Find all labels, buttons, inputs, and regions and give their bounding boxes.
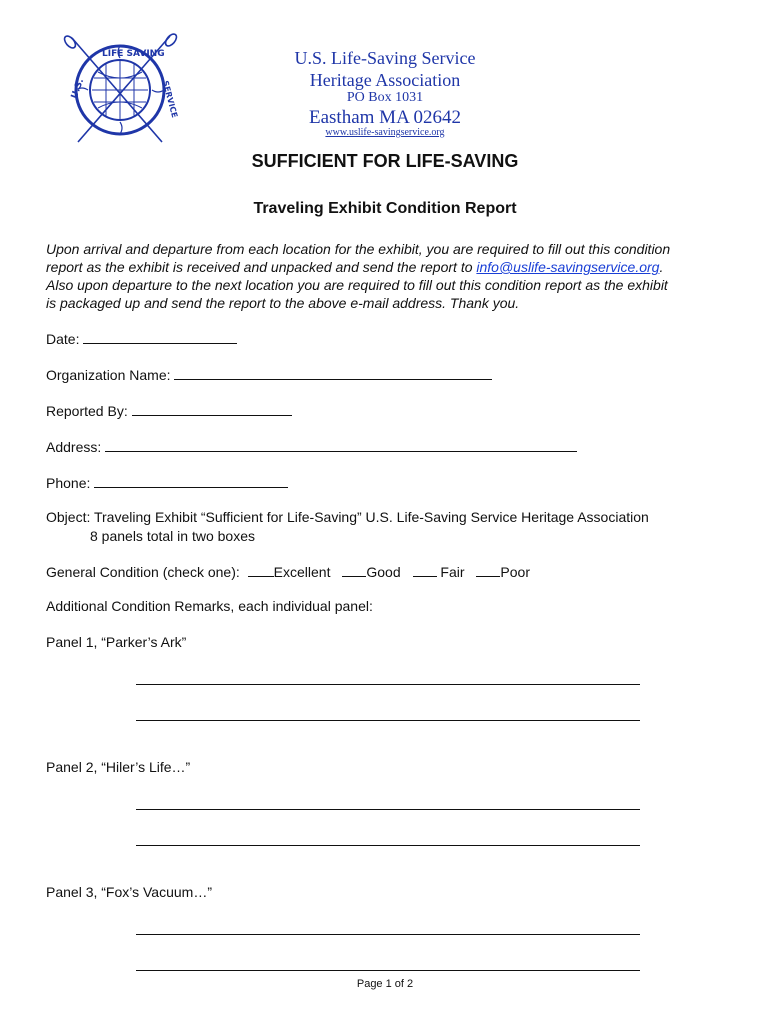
address-blank[interactable] bbox=[105, 438, 577, 452]
phone-field bbox=[46, 474, 288, 491]
option-excellent: Excellent bbox=[273, 564, 331, 580]
emblem-left-text: U.S. bbox=[69, 77, 87, 101]
panel-3-remark-line[interactable] bbox=[136, 934, 640, 935]
emblem-right-text: SERVICE bbox=[160, 79, 180, 119]
object-detail-line: 8 panels total in two boxes bbox=[90, 528, 255, 544]
intro-line: is packaged up and send the report to the above e-mail address. Thank you. bbox=[46, 295, 520, 311]
reported-by-field bbox=[46, 402, 292, 419]
org-subtitle: Heritage Association bbox=[309, 70, 461, 90]
panel-2-label: Panel 2, “Hiler’s Life…” bbox=[46, 759, 191, 775]
panel-1-remark-line[interactable] bbox=[136, 720, 640, 721]
panel-3-remark-line[interactable] bbox=[136, 970, 640, 971]
organization-label: Organization Name: bbox=[46, 367, 171, 383]
intro-line: Upon arrival and departure from each location for the exhibit, you are required to fill out this condition bbox=[46, 241, 671, 257]
fair-checkbox[interactable] bbox=[413, 563, 437, 577]
option-good: Good bbox=[366, 564, 401, 580]
panel-1-remark-line[interactable] bbox=[136, 684, 640, 685]
emblem-top-text: LIFE SAVING bbox=[102, 49, 165, 59]
object-line: Object: Traveling Exhibit “Sufficient for Life-Saving” U.S. Life-Saving Service Heritage Association bbox=[46, 509, 649, 525]
panel-1-label: Panel 1, “Parker’s Ark” bbox=[46, 634, 187, 650]
panel-3-label: Panel 3, “Fox’s Vacuum…” bbox=[46, 884, 212, 900]
intro-paragraph bbox=[46, 240, 736, 312]
excellent-checkbox[interactable] bbox=[248, 563, 274, 577]
reported-by-label: Reported By: bbox=[46, 403, 128, 419]
date-label: Date: bbox=[46, 331, 80, 347]
remarks-label: Additional Condition Remarks, each individual panel: bbox=[46, 598, 373, 614]
org-city: Eastham MA 02642 bbox=[309, 107, 461, 128]
address-label: Address: bbox=[46, 439, 102, 455]
general-condition-row bbox=[46, 563, 530, 580]
intro-text: report as the exhibit is received and unpacked and send the report to bbox=[46, 259, 477, 275]
poor-checkbox[interactable] bbox=[476, 563, 500, 577]
good-checkbox[interactable] bbox=[342, 563, 366, 577]
intro-line: Also upon departure to the next location you are required to fill out this condition report as the exhibit bbox=[46, 277, 668, 293]
organization-blank[interactable] bbox=[174, 366, 492, 380]
life-saving-service-emblem-icon bbox=[58, 32, 182, 148]
org-website-link[interactable]: www.uslife-savingservice.org bbox=[325, 127, 445, 138]
option-fair: Fair bbox=[440, 564, 465, 580]
page-subtitle: Traveling Exhibit Condition Report bbox=[253, 200, 517, 217]
email-link[interactable]: info@uslife-savingservice.org bbox=[476, 259, 660, 275]
date-field bbox=[46, 330, 237, 347]
reported-by-blank[interactable] bbox=[132, 402, 292, 416]
general-condition-label: General Condition (check one): bbox=[46, 564, 240, 580]
intro-line bbox=[46, 258, 736, 276]
organization-field bbox=[46, 366, 492, 383]
phone-label: Phone: bbox=[46, 475, 91, 491]
page-title: SUFFICIENT FOR LIFE-SAVING bbox=[251, 151, 519, 171]
address-field bbox=[46, 438, 577, 455]
panel-2-remark-line[interactable] bbox=[136, 809, 640, 810]
phone-blank[interactable] bbox=[94, 474, 288, 488]
org-name: U.S. Life-Saving Service bbox=[294, 48, 476, 68]
intro-text: . bbox=[659, 259, 664, 275]
panel-2-remark-line[interactable] bbox=[136, 845, 640, 846]
page-number: Page 1 of 2 bbox=[356, 978, 414, 990]
date-blank[interactable] bbox=[83, 330, 237, 344]
option-poor: Poor bbox=[500, 564, 530, 580]
org-po-box: PO Box 1031 bbox=[346, 90, 424, 105]
